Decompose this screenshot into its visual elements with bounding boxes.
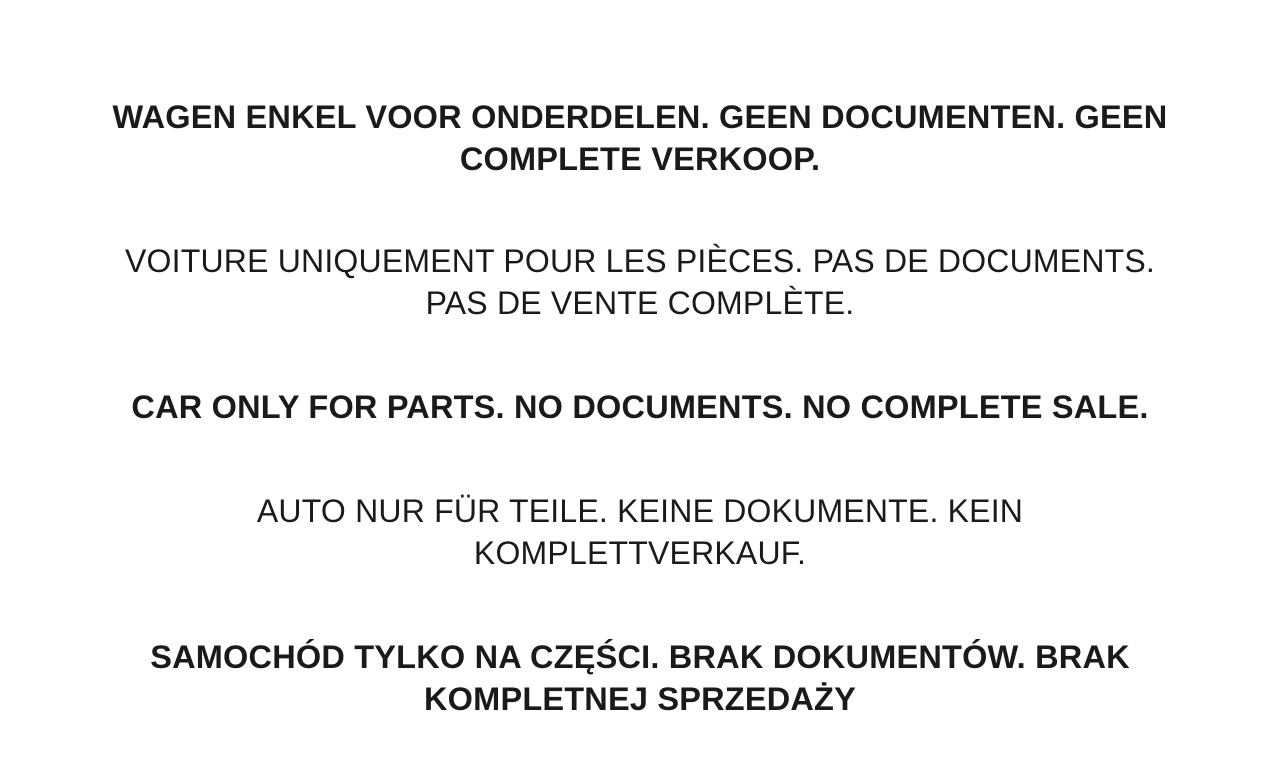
notice-dutch: WAGEN ENKEL VOOR ONDERDELEN. GEEN DOCUMENTEN. GEEN COMPLETE VERKOOP. xyxy=(112,99,1168,178)
notice-german: AUTO NUR FÜR TEILE. KEINE DOKUMENTE. KEIN KOMPLETTVERKAUF. xyxy=(256,492,1024,571)
notice-french: VOITURE UNIQUEMENT POUR LES PIÈCES. PAS DE DOCUMENTS. PAS DE VENTE COMPLÈTE. xyxy=(124,243,1156,321)
notice-polish: SAMOCHÓD TYLKO NA CZĘŚCI. BRAK DOKUMENTÓW. BRAK KOMPLETNEJ SPRZEDAŻY xyxy=(150,639,1130,718)
notice-english: CAR ONLY FOR PARTS. NO DOCUMENTS. NO COMPLETE SALE. xyxy=(131,389,1149,426)
